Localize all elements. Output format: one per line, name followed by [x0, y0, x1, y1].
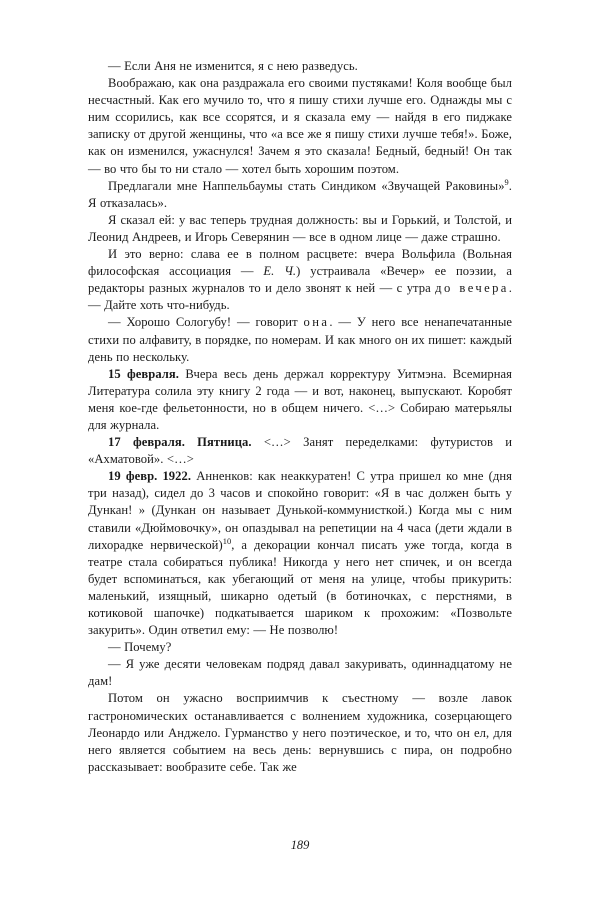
paragraph-dialogue-with-emphasis — [88, 314, 512, 365]
paragraph-with-editorial-note — [88, 246, 512, 314]
diary-entry-17-february — [88, 434, 512, 468]
entry-body-text-after-footnote: , а декорации кончал писать уже тогда, когда в театре стала собираться публика! Никогда у него нет спичек, и он всегда будет вспоминаться, как убегающий от меня на улице, чтобы прикурить: маленький, изящный, шикарно одетый (в ботиночках, с перстнями, в котиковой шапочке) подкатывается шариком к прохожим: «Позвольте закурить». Один ответил ему: — Не позволю! — [88, 537, 512, 638]
entry-followup-question: — Почему? — [108, 640, 172, 655]
page-number: 189 — [290, 838, 310, 852]
entry-closing-paragraph: Потом он ужасно восприимчив к съестному — возле лавок гастрономических останавливается с волнением художника, созерцающего Леонардо или Анджело. Гурманство у него поэтическое, и то, что он ел, для него является событием на весь день: вернувшись с пира, он подробно рассказывает: вообразите себе. Так же — [88, 691, 512, 774]
entry-followup-answer: — Я уже десяти человекам подряд давал закуривать, одиннадцатому не дам! — [88, 657, 512, 689]
paragraph-text-before-footnote: Предлагали мне Наппельбаумы стать Синдиком «Звучащей Раковины» — [108, 178, 505, 193]
paragraph-with-footnote — [88, 178, 512, 212]
letterspaced-phrase: до вечера — [435, 281, 509, 296]
entry-body-text: Вчера весь день держал корректуру Уитмэна. Всемирная Литература солила эту книгу 2 года — и вот, наконец, выпускают. Коробят меня кое-где фельетонности, но в общем ничего. <…> Собираю матерьялы для журнала. — [88, 366, 513, 432]
paragraph-segment-3: . — Дайте хоть что-нибудь. — [88, 281, 512, 313]
editorial-initials: Е. Ч. — [263, 264, 297, 279]
entry-date-heading: 19 февр. 1922. — [108, 469, 192, 484]
paragraph-text-after-footnote: . Я отказалась». — [88, 178, 512, 210]
diary-entry-15-february — [88, 366, 512, 434]
entry-date-heading: 15 февраля. — [108, 366, 179, 381]
entry-body-text-before-footnote: Анненков: как неаккуратен! С утра пришел ко мне (дня три назад), сидел до 3 часов и спокойно говорит: «Я в час должен быть у Дункан! » (Дункан он называет Дунькой-коммунисткой.) Когда мы с ним ставили «Дюймовочку», он опаздывал на репетиции на 4 часа (дети ждали в лихорадке нервической) — [88, 469, 512, 552]
letterspaced-word: она — [303, 315, 330, 330]
paragraph-body: Я сказал ей: у вас теперь трудная должность: вы и Горький, и Толстой, и Леонид Андреев, и Игорь Северянин — все в одном лице — даже страшно. — [88, 212, 512, 244]
paragraph-segment-2: . — У него все ненапечатанные стихи по алфавиту, в порядке, по номерам. И как много он их пишет: каждый день по нескольку. — [88, 315, 512, 364]
page-text-block — [88, 58, 512, 776]
paragraph-body: Воображаю, как она раздражала его своими пустяками! Коля вообще был несчастный. Как его мучило то, что я пишу стихи лучше его. Однажды мы с ним ссорились, как все ссорятся, и я сказала ему — найдя в его пиджаке записку от другой женщины, что «а все же я пишу стихи лучше тебя!». Боже, как он изменился, ужаснулся! Зачем я это сказала! Бедный, бедный! Он так — во что бы то ни стало — хотел быть хорошим поэтом. — [88, 76, 512, 176]
entry-date-heading: 17 февраля. Пятница. — [108, 435, 252, 450]
entry-body-text: <…> Занят переделками: футуристов и «Ахматовой». <…> — [88, 435, 513, 467]
footnote-marker-9[interactable]: 9 — [504, 177, 509, 187]
paragraph-segment-1: И это верно: слава ее в полном расцвете: вчера Вольфила (Вольная философская ассоциация — — [88, 247, 512, 279]
paragraph-dialogue: — Если Аня не изменится, я с нею разведусь. — [108, 59, 358, 73]
footnote-marker-10[interactable]: 10 — [222, 536, 232, 546]
paragraph-segment-2: ) устраивала «Вечер» ее поэзии, а редакторы разных журналов то и дело звонят к ней — с утра — [88, 264, 512, 296]
diary-entry-19-february-1922 — [88, 468, 512, 639]
paragraph-segment-1: — Хорошо Сологубу! — говорит — [108, 315, 304, 330]
